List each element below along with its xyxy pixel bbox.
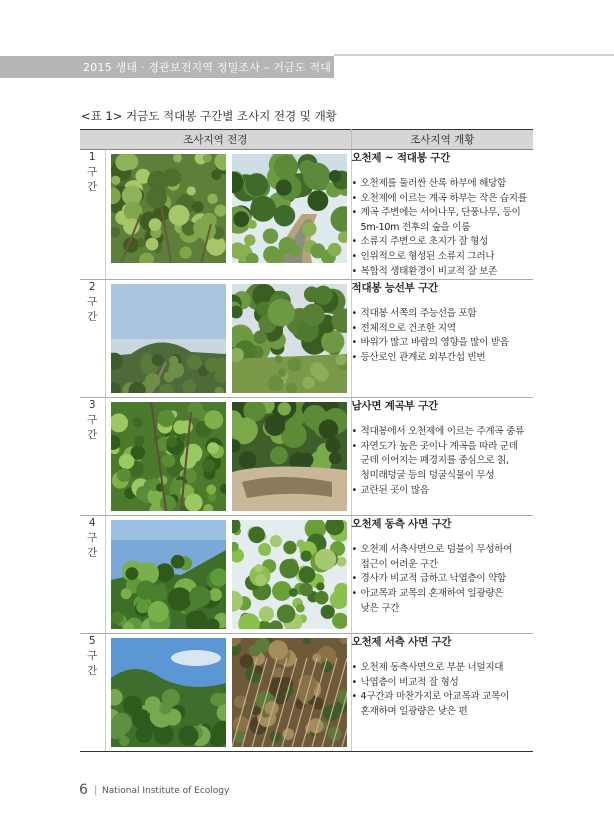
description-cell xyxy=(351,634,533,752)
site-photo-creek xyxy=(232,402,347,511)
bullet-list xyxy=(352,661,534,719)
section-label-char: 1 xyxy=(88,151,96,163)
bullet-item xyxy=(352,705,534,720)
running-header-title: 2015 생태 · 경관보전지역 정밀조사 – 거금도 적대봉 xyxy=(83,61,332,90)
bullet-list xyxy=(352,543,534,616)
bullet-text: 적대봉 서쪽의 주능선을 포함 xyxy=(360,308,477,320)
site-photo-sky xyxy=(111,284,226,393)
bullet-item xyxy=(352,307,534,322)
bullet-icon: • xyxy=(351,337,357,349)
bullet-icon: • xyxy=(351,178,357,189)
bullet-list xyxy=(352,425,534,498)
bullet-icon: • xyxy=(351,587,357,599)
section-label xyxy=(80,280,105,398)
bullet-text: 등산로인 관계로 외부간섭 빈번 xyxy=(360,351,486,363)
photo-cell xyxy=(105,150,351,280)
table-row xyxy=(80,398,533,516)
site-photo-leaflitter xyxy=(232,638,347,747)
section-title: 오천제 서측 사면 구간 xyxy=(351,636,452,649)
bullet-text: 5m-10m 전후의 숲을 이룸 xyxy=(360,221,471,233)
section-title: 오천제 ~ 적대봉 구간 xyxy=(351,152,451,164)
desc-column-header: 조사지역 개황 xyxy=(351,130,533,150)
bullet-text: 적대봉에서 오천제에 이르는 주계곡 중류 xyxy=(360,426,524,438)
bullet-text: 오천제 동측사면으로 부분 너덜지대 xyxy=(360,662,504,674)
photo-cell xyxy=(105,634,351,752)
bullet-icon: • xyxy=(351,308,357,320)
bullet-item xyxy=(352,250,534,265)
site-photo-stream xyxy=(232,154,347,263)
bullet-icon: • xyxy=(351,484,357,496)
bullet-list xyxy=(352,177,534,279)
site-photo-leaves xyxy=(111,402,226,511)
section-label xyxy=(80,516,105,634)
bullet-item xyxy=(352,690,534,705)
bullet-item xyxy=(352,177,534,192)
bullet-icon: • xyxy=(351,236,357,248)
bullet-item xyxy=(352,351,534,366)
bullet-item xyxy=(352,206,534,221)
section-label-char: 구 xyxy=(87,650,98,663)
bullet-text: 오천제 서측사면으로 덤불이 무성하여 xyxy=(360,544,513,556)
section-label-char: 4 xyxy=(88,517,96,530)
bullet-item xyxy=(352,221,534,236)
photo-cell xyxy=(105,398,351,516)
bullet-text: 바위가 많고 바람의 영향을 많이 받음 xyxy=(360,337,509,349)
bullet-text: 교란된 곳이 많음 xyxy=(360,484,429,496)
bullet-icon: • xyxy=(351,192,357,204)
table-row xyxy=(80,150,533,280)
bullet-item xyxy=(352,469,534,484)
bullet-icon: • xyxy=(351,207,357,219)
bullet-text: 계곡 주변에는 서어나무, 단풍나무, 등이 xyxy=(360,207,521,219)
bullet-icon: • xyxy=(351,265,357,277)
bullet-text: 낮은 구간 xyxy=(360,602,400,614)
table-header-row xyxy=(80,130,533,150)
bullet-item xyxy=(352,484,534,499)
bullet-text: 자연도가 높은 곳이나 계곡을 따라 군데 xyxy=(360,440,518,452)
table-row xyxy=(80,516,533,634)
site-photo-shrub xyxy=(232,520,347,629)
photo-cell xyxy=(105,516,351,634)
description-cell xyxy=(351,398,533,516)
site-photo-hills xyxy=(111,638,226,747)
section-label-char: 5 xyxy=(88,635,96,648)
bullet-item xyxy=(352,336,534,351)
bullet-text: 인위적으로 형성된 소류지 그러나 xyxy=(360,250,495,262)
photo-column-header: 조사지역 전경 xyxy=(80,130,351,150)
bullet-text: 군데 이어지는 폐경지를 중심으로 칡, xyxy=(360,455,509,467)
bullet-item xyxy=(352,676,534,691)
section-label-char: 간 xyxy=(87,311,98,324)
bullet-text: 청미래덩굴 등의 덩굴식물이 무성 xyxy=(360,469,495,481)
bullet-text: 오천제에 이르는 계곡 하부는 작은 습지를 xyxy=(360,192,527,204)
bullet-item xyxy=(352,558,534,573)
bullet-item xyxy=(352,440,534,455)
bullet-text: 오천제를 둘러싼 산록 하부에 해당함 xyxy=(360,178,507,189)
bullet-icon: • xyxy=(351,322,357,334)
section-label xyxy=(80,634,105,752)
description-cell xyxy=(351,150,533,280)
section-title: 남사면 계곡부 구간 xyxy=(351,400,438,413)
footer-organization: National Institute of Ecology xyxy=(102,786,230,796)
table-caption: <표 1> 거금도 적대봉 구간별 조사지 전경 및 개황 xyxy=(81,109,337,123)
bullet-icon: • xyxy=(351,250,357,262)
bullet-item xyxy=(352,602,534,617)
bullet-item xyxy=(352,265,534,280)
bullet-text: 복합적 생태환경이 비교적 잘 보존 xyxy=(360,265,498,277)
bullet-text: 경사가 비교적 급하고 낙엽층이 약함 xyxy=(360,573,507,585)
header-divider xyxy=(334,54,614,56)
bullet-item xyxy=(352,543,534,558)
section-label-char: 구 xyxy=(87,532,98,545)
section-label-char: 2 xyxy=(88,281,96,294)
bullet-text: 소류지 주변으로 초지가 잘 형성 xyxy=(360,236,489,248)
bullet-icon: • xyxy=(351,351,357,363)
page-number: 6 xyxy=(79,782,88,798)
section-label-char: 간 xyxy=(87,547,98,560)
section-label xyxy=(80,150,105,280)
running-header xyxy=(0,56,334,90)
bullet-text: 혼재하며 일광량은 낮은 편 xyxy=(360,705,468,717)
footer-separator: | xyxy=(94,785,98,796)
bullet-text: 전체적으로 건조한 지역 xyxy=(360,322,456,334)
bullet-item xyxy=(352,235,534,250)
bullet-text: 낙엽층이 비교적 잘 형성 xyxy=(360,676,459,688)
bullet-icon: • xyxy=(351,573,357,585)
bullet-text: 아교목과 교목의 혼재하여 일광량은 xyxy=(360,587,504,599)
site-photo-trail xyxy=(232,284,347,393)
bullet-icon: • xyxy=(351,691,357,703)
bullet-icon: • xyxy=(351,544,357,556)
bullet-icon: • xyxy=(351,440,357,452)
bullet-icon: • xyxy=(351,662,357,674)
site-photo-forest xyxy=(111,154,226,263)
bullet-list xyxy=(352,307,534,365)
bullet-item xyxy=(352,572,534,587)
bullet-icon: • xyxy=(351,676,357,688)
description-cell xyxy=(351,280,533,398)
bullet-item xyxy=(352,425,534,440)
bullet-item xyxy=(352,454,534,469)
table-row xyxy=(80,280,533,398)
section-title: 오천제 동측 사면 구간 xyxy=(351,518,452,531)
bullet-text: 4구간과 마찬가지로 아교목과 교목이 xyxy=(360,691,510,703)
section-label-char: 구 xyxy=(87,166,98,178)
bullet-item xyxy=(352,322,534,337)
bullet-item xyxy=(352,587,534,602)
bullet-icon: • xyxy=(351,426,357,438)
section-label-char: 구 xyxy=(87,296,98,309)
section-label-char: 3 xyxy=(88,399,96,412)
bullet-item xyxy=(352,192,534,207)
survey-table xyxy=(80,129,533,752)
site-photo-slope xyxy=(111,520,226,629)
photo-cell xyxy=(105,280,351,398)
section-label xyxy=(80,398,105,516)
table-row xyxy=(80,634,533,752)
section-title: 적대봉 능선부 구간 xyxy=(351,282,438,295)
bullet-text: 접근이 어려운 구간 xyxy=(360,558,438,570)
section-label-char: 구 xyxy=(87,414,98,427)
section-label-char: 간 xyxy=(87,665,98,678)
section-label-char: 간 xyxy=(87,181,98,193)
section-label-char: 간 xyxy=(87,429,98,442)
bullet-item xyxy=(352,661,534,676)
description-cell xyxy=(351,516,533,634)
